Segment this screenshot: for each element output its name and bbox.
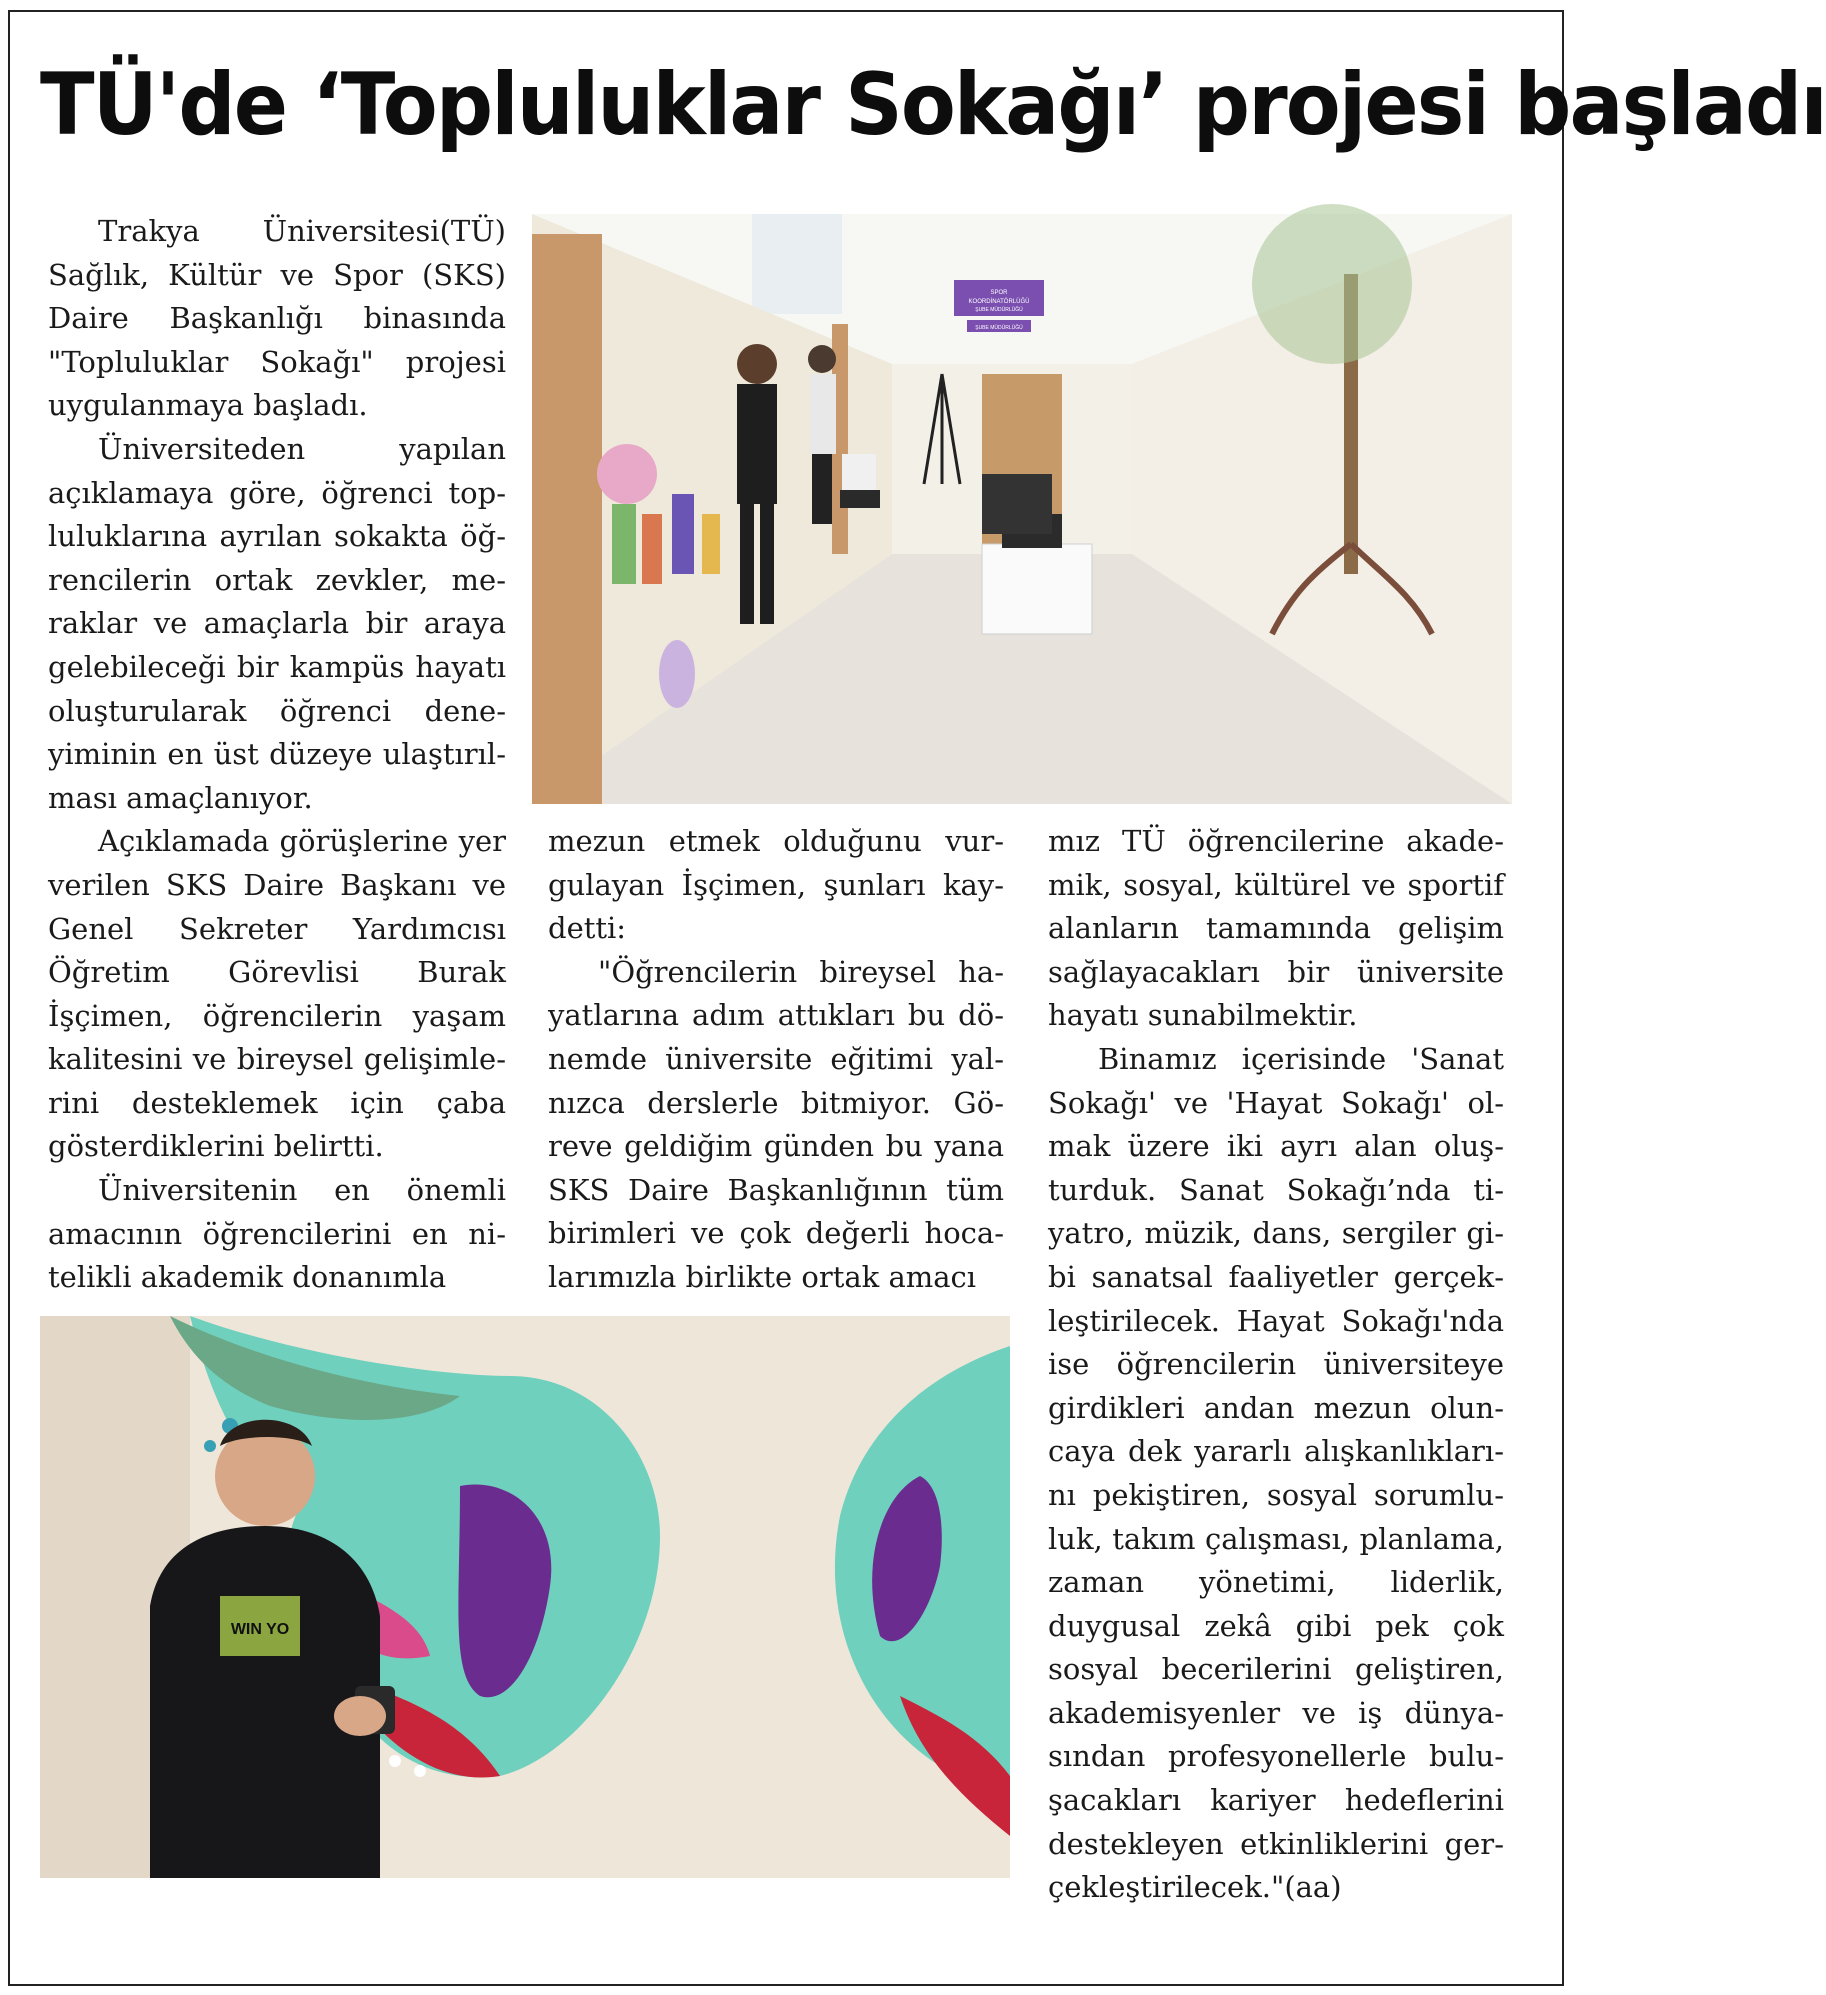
paragraph-aim: Üniversiteden yapılan açıklamaya göre, öğrenci topluluklarına ayrılan sokakta öğrencilerin ortak zevkler, meraklar ve amaçlarla bir araya gelebileceği bir kampüs hayatı oluşturularak öğrenci deneyiminin en üst düzeye ulaştırılması amaçlanıyor. [48, 431, 506, 815]
paragraph-university-aim: Üniversitenin en önemli amacının öğrencilerini en nitelikli akademik donanımla [48, 1173, 506, 1295]
article-column-1 [48, 210, 506, 1300]
article-headline: TÜ'de ‘Topluluklar Sokağı’ projesi başladı [40, 55, 1826, 155]
mural-portrait-photo [40, 1316, 1010, 1878]
shirt-text: WIN YO [230, 1621, 290, 1638]
sign-text-3: ŞUBE MÜDÜRLÜĞÜ [975, 307, 1023, 313]
paragraph-continuation: mezun etmek olduğunu vurgulayan İşçimen, şunları kaydetti: [548, 824, 1004, 946]
sign-text-4: ŞUBE MÜDÜRLÜĞÜ [975, 325, 1023, 331]
sign-text-2: KOORDİNATÖRLÜĞÜ [968, 299, 1030, 305]
paragraph-quote-continuation: mız TÜ öğrencilerine akademik, sosyal, kültürel ve sportif alanların tamamında gelişim sağlayacakları bir üniversite hayatı sunabilmektir. [1048, 824, 1504, 1033]
paragraph-intro: Trakya Üniversitesi(TÜ) Sağlık, Kültür ve Spor (SKS) Daire Başkanlığı binasında "Topluluklar Sokağı" projesi uygulanmaya başladı. [48, 214, 506, 423]
paragraph-streets: Binamız içerisinde 'Sanat Sokağı' ve 'Hayat Sokağı' olmak üzere iki ayrı alan oluşturduk. Sanat Sokağı’nda tiyatro, müzik, dans, sergiler gibi sanatsal faaliyetler gerçekleştirilecek. Hayat Sokağı'nda ise öğrencilerin üniversiteye girdikleri andan mezun oluncaya dek yararlı alışkanlıklarını pekiştiren, sosyal sorumluluk, takım çalışması, planlama, zaman yönetimi, liderlik, duygusal zekâ gibi pek çok sosyal becerilerini geliştiren, akademisyenler ve iş dünyasından profesyonellerle buluşacakları kariyer hedeflerini destekleyen etkinliklerini gerçekleştirilecek."(aa) [1048, 1041, 1504, 1905]
paragraph-statement: Açıklamada görüşlerine yer verilen SKS Daire Başkanı ve Genel Sekreter Yardımcısı Öğretim Görevlisi Burak İşçimen, öğrencilerin yaşam kalitesini ve bireysel gelişimlerini desteklemek için çaba gösterdiklerini belirtti. [48, 824, 506, 1164]
article-column-2 [548, 820, 1004, 1300]
sign-text-1: SPOR [990, 290, 1008, 296]
paragraph-quote-start: "Öğrencilerin bireysel hayatlarına adım attıkları bu dönemde üniversite eğitimi yalnızca derslerle bitmiyor. Göreve geldiğim günden bu yana SKS Daire Başkanlığının tüm birimleri ve çok değerli hocalarımızla birlikte ortak amacı [548, 954, 1004, 1294]
corridor-photo [532, 214, 1512, 804]
article-column-3 [1048, 820, 1504, 1910]
